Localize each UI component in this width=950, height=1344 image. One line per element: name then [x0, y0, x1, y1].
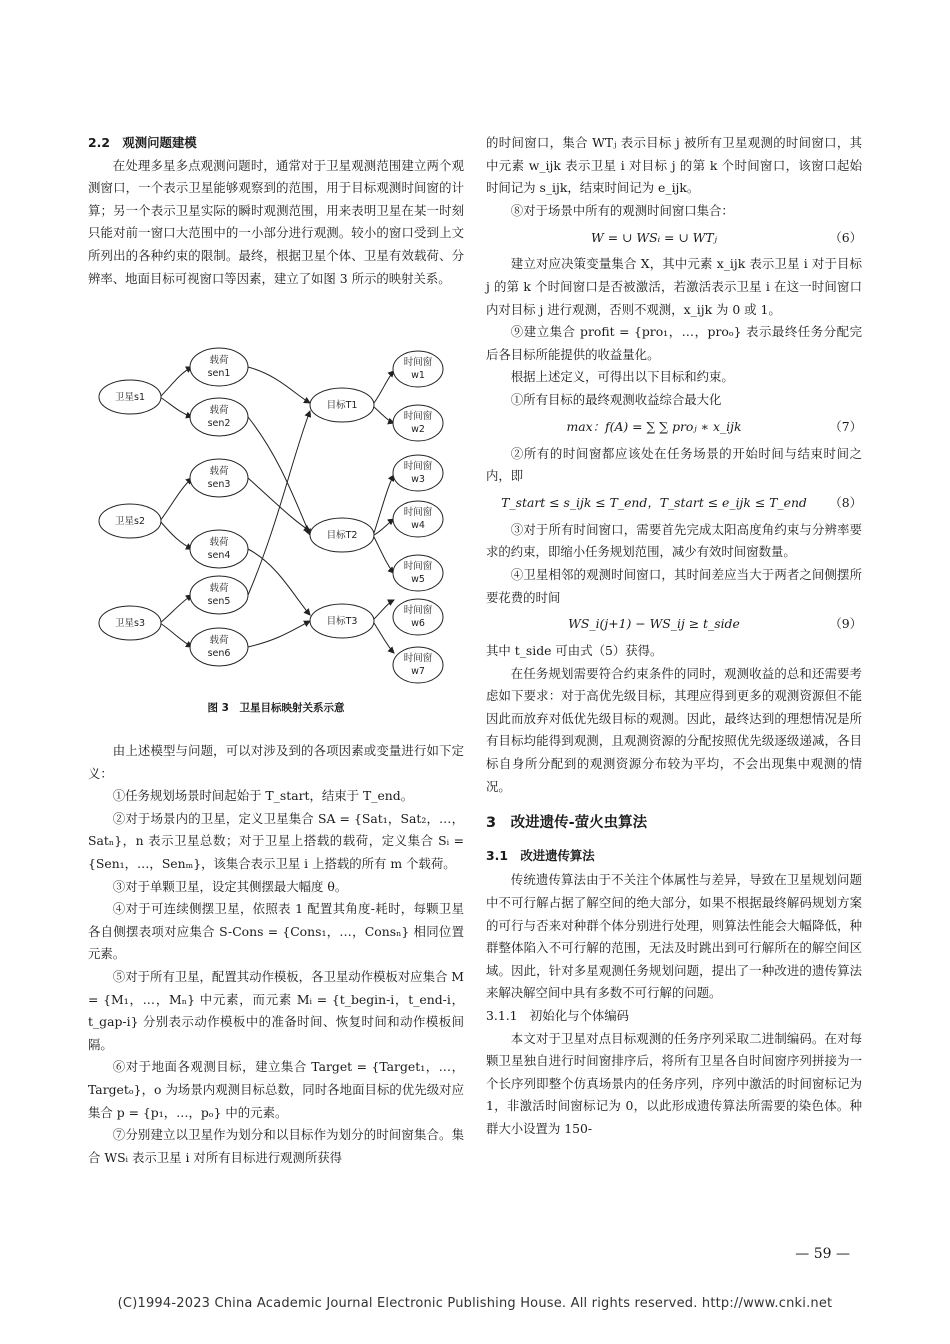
definition-item: ⑨建立集合 profit = {pro₁，…，proₒ} 表示最终任务分配完后各目标所能提供的收益量化。 — [486, 324, 862, 362]
definition-item: ⑥对于地面各观测目标，建立集合 Target = {Target₁，…，Targetₒ}，o 为场景内观测目标总数，同时各地面目标的优先级对应集合 p = {p₁，…，pₒ} 中的元素。 — [88, 1059, 464, 1120]
window-label: 时间窗 — [403, 653, 433, 664]
copyright-footer: (C)1994-2023 China Academic Journal Electronic Publishing House. All rights reserved. http://www.cnki.net — [117, 1296, 833, 1311]
time-window-nodes — [393, 351, 443, 683]
payload-id: sen3 — [207, 479, 231, 490]
payload-label: 载荷 — [209, 583, 229, 594]
paragraph: 在任务规划需要符合约束条件的同时，观测收益的总和还需要考虑如下要求：对于高优先级目标，其理应得到更多的观测资源但不能因此而放弃对低优先级目标的观测。因此，最终达到的理想情况是所有目标均能得到观测，且观测资源的分配按照优先级逐级递减，各目标自身所分配到的观测资源分布较为平均，不会出现集中观测的情况。 — [486, 665, 862, 794]
payload-label: 载荷 — [209, 537, 229, 548]
paragraph: 的时间窗口，集合 WTⱼ 表示目标 j 被所有卫星观测的时间窗口，其中元素 w_ijk 表示卫星 i 对目标 j 的第 k 个时间窗口，该窗口起始时间记为 s_ijk，结束时间记为 e_ijk。 — [486, 135, 862, 196]
definition-item: ①任务规划场景时间起始于 T_start，结束于 T_end。 — [112, 788, 414, 804]
figure-3-diagram — [88, 345, 464, 713]
target-nodes — [310, 388, 374, 638]
window-id: w1 — [411, 370, 425, 381]
equation-6 — [486, 224, 862, 251]
equation-number: （9） — [829, 616, 862, 632]
definition-item: ⑦分别建立以卫星作为划分和以目标作为划分的时间窗集合。集合 WSᵢ 表示卫星 i 对所有目标进行观测所获得 — [88, 1127, 464, 1165]
definition-item: ③对于单颗卫星，设定其侧摆最大幅度 θ。 — [112, 878, 348, 894]
equation-8 — [486, 490, 862, 517]
paragraph: 在处理多星多点观测问题时，通常对于卫星观测范围建立两个观测窗口，一个表示卫星能够观察到的范围，用于目标观测时间窗的计算；另一个表示卫星实际的瞬时观测范围，用来表明卫星在某一时刻只能对前一窗口大范围中的一小部分进行观测。较小的窗口受到上文所列出的各种约束的限制。最终，根据卫星个体、卫星有效载荷、分辨率、地面目标可视窗口等因素，建立了如图 3 所示的映射关系。 — [88, 157, 464, 286]
definition-item: ②对于场景内的卫星，定义卫星集合 SA = {Sat₁，Sat₂，…，Satₙ}，n 表示卫星总数；对于卫星上搭载的载荷，定义集合 Sᵢ = {Sen₁，…，Senₘ}，该集合表示卫星 i 上搭载的所有 m 个载荷。 — [88, 810, 464, 871]
payload-label: 载荷 — [209, 466, 229, 477]
satellite-label: 卫星s1 — [115, 392, 145, 403]
satellite-label: 卫星s2 — [115, 516, 145, 527]
mapping-diagram-svg — [88, 345, 464, 695]
equation-body: WS_i(j+1) − WS_ij ≥ t_side — [568, 616, 740, 632]
target-label: 目标T2 — [326, 530, 358, 541]
window-id: w3 — [411, 474, 425, 485]
payload-label: 载荷 — [209, 405, 229, 416]
paragraph: 本文对于卫星对点目标观测的任务序列采取二进制编码。在对每颗卫星独自进行时间窗排序后，将所有卫星各自时间窗序列拼接为一个长序列即整个仿真场景内的任务序列，序列中激活的时间窗标记为 1，非激活时间窗标记为 0，以此形成遗传算法所需要的染色体。种群大小设置为 150- — [486, 1030, 862, 1136]
satellite-nodes — [99, 380, 161, 640]
window-label: 时间窗 — [403, 461, 433, 472]
page-number: — 59 — — [795, 1246, 850, 1262]
left-column-top — [88, 132, 464, 290]
equation-9 — [486, 611, 862, 638]
right-column — [486, 132, 862, 1141]
satellite-label: 卫星s3 — [115, 618, 145, 629]
constraint-item: ④卫星相邻的观测时间窗口，其时间差应当大于两者之间侧摆所要花费的时间 — [486, 566, 862, 605]
definition-item: ⑧对于场景中所有的观测时间窗口集合： — [510, 202, 734, 218]
payload-id: sen1 — [207, 368, 231, 379]
equation-body: max：f(A) = ∑ ∑ proⱼ ∗ x_ijk — [566, 418, 742, 434]
window-id: w7 — [411, 666, 425, 677]
equation-7 — [486, 414, 862, 441]
payload-id: sen5 — [207, 596, 231, 607]
left-column-bottom — [88, 740, 464, 1169]
section-3-heading: 3 改进遗传-萤火虫算法 — [486, 815, 648, 832]
constraint-item: ①所有目标的最终观测收益综合最大化 — [510, 391, 722, 407]
window-id: w4 — [411, 520, 425, 531]
section-2-2-heading: 2.2 观测问题建模 — [88, 135, 197, 150]
paragraph: 由上述模型与问题，可以对涉及到的各项因素或变量进行如下定义： — [88, 743, 464, 781]
window-label: 时间窗 — [403, 411, 433, 422]
window-label: 时间窗 — [403, 561, 433, 572]
target-label: 目标T3 — [326, 616, 358, 627]
figure-caption: 图 3 卫星目标映射关系示意 — [207, 702, 345, 714]
section-3-1-1-heading: 3.1.1 初始化与个体编码 — [486, 1008, 630, 1023]
equation-body: T_start ≤ s_ijk ≤ T_end，T_start ≤ e_ijk ≤ T_end — [501, 494, 807, 510]
constraint-item: ③对于所有时间窗口，需要首先完成太阳高度角约束与分辨率要求的约束，即缩小任务规划范围，减少有效时间窗数量。 — [486, 521, 862, 560]
paragraph: 传统遗传算法由于不关注个体属性与差异，导致在卫星规划问题中不可行解占据了解空间的绝大部分，如果不根据最终解码规划方案的可行与否来对种群个体分别进行处理，则算法性能会大幅降低，种群整体陷入不可行解的范围，无法及时跳出到可行解所在的解空间区域。因此，针对多星观测任务规划问题，提出了一种改进的遗传算法来解决解空间中具有多数不可行解的问题。 — [486, 872, 862, 1001]
window-id: w2 — [411, 424, 425, 435]
constraint-item: ②所有的时间窗都应该处在任务场景的开始时间与结束时间之内，即 — [486, 445, 862, 484]
payload-nodes — [190, 348, 248, 666]
payload-id: sen4 — [207, 550, 231, 561]
window-label: 时间窗 — [403, 357, 433, 368]
target-label: 目标T1 — [326, 400, 358, 411]
equation-number: （8） — [829, 494, 862, 510]
equation-number: （6） — [829, 229, 862, 245]
paragraph: 其中 t_side 可由式（5）获得。 — [486, 643, 663, 659]
definition-item: ④对于可连续侧摆卫星，依照表 1 配置其角度-耗时，每颗卫星各自侧摆表项对应集合 S-Cons = {Cons₁，…，Consₙ} 相同位置元素。 — [88, 901, 464, 962]
equation-number: （7） — [829, 418, 862, 434]
payload-label: 载荷 — [209, 635, 229, 646]
paragraph: 建立对应决策变量集合 X，其中元素 x_ijk 表示卫星 i 对于目标 j 的第 k 个时间窗口是否被激活，若激活表示卫星 i 在这一时间窗口内对目标 j 进行观测，否则不观测，x_ijk 为 0 或 1。 — [486, 256, 862, 317]
payload-id: sen6 — [207, 648, 231, 659]
window-id: w6 — [411, 618, 425, 629]
window-id: w5 — [411, 574, 425, 585]
section-3-1-heading: 3.1 改进遗传算法 — [486, 847, 595, 863]
window-label: 时间窗 — [403, 605, 433, 616]
payload-id: sen2 — [207, 418, 231, 429]
definition-item: ⑤对于所有卫星，配置其动作模板，各卫星动作模板对应集合 M = {M₁，…，Mₙ} 中元素，而元素 Mᵢ = {t_begin-i，t_end-i，t_gap-i} 分别表示动作模板中的准备时间、恢复时间和动作模板间隔。 — [88, 968, 464, 1052]
payload-label: 载荷 — [209, 355, 229, 366]
paragraph: 根据上述定义，可得出以下目标和约束。 — [510, 369, 734, 385]
equation-body: W = ∪ WSᵢ = ∪ WTⱼ — [591, 229, 717, 245]
window-label: 时间窗 — [403, 507, 433, 518]
